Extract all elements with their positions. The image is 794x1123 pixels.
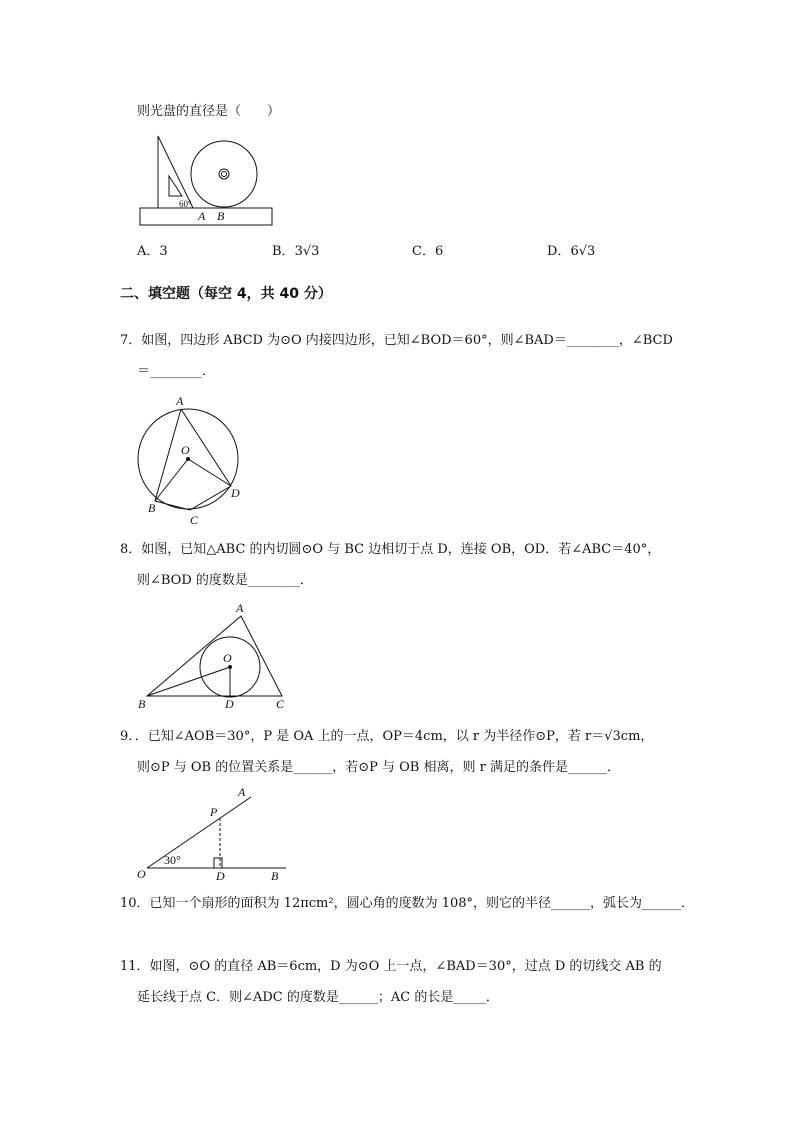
q7-text-line1: 7．如图，四边形 ABCD 为⊙O 内接四边形，已知∠BOD＝60°，则∠BAD＝________，∠BCD (120, 333, 673, 348)
q8-center-dot (228, 665, 232, 669)
q11-number: 11． (120, 959, 150, 974)
q6-set-square (158, 136, 193, 208)
q6-label-b: B (217, 209, 225, 223)
q9-figure (134, 786, 294, 881)
q7-radius-od (188, 459, 231, 486)
q6-figure (138, 136, 278, 223)
q9-label-a: A (238, 785, 246, 799)
q7-radius-ob (155, 459, 188, 501)
q7-label-a: A (176, 394, 184, 408)
q8-text-line1: 8．如图，已知△ABC 的内切圆⊙O 与 BC 边相切于点 D，连接 OB，OD．若∠ABC＝40°， (120, 542, 661, 557)
q10-number: 10． (120, 896, 150, 911)
q9-text-line1: 9．．已知∠AOB＝30°，P 是 OA 上的一点，OP＝4cm，以 r 为半径作⊙P，若 r＝√3cm， (120, 729, 654, 744)
q7-label-o: O (181, 443, 190, 457)
q6-option-b[interactable]: B．3√3 (272, 244, 320, 259)
q9-label-o: O (137, 867, 146, 881)
q8-label-b: B (138, 697, 146, 711)
q8-label-c: C (276, 697, 285, 711)
q6-disc-hole-outer (219, 169, 229, 179)
q7-figure (135, 393, 245, 527)
q7-label-b: B (148, 501, 156, 515)
q6-option-d[interactable]: D．6√3 (547, 244, 596, 259)
q7-quadrilateral (155, 409, 231, 510)
q6-label-a: A (198, 209, 206, 223)
q8-label-o: O (223, 651, 232, 665)
q7-center-dot (186, 457, 190, 461)
q6-disc (191, 141, 257, 207)
q6-option-a[interactable]: A．3 (137, 244, 168, 259)
q6-angle-label: 60° (179, 199, 192, 209)
q11-text-line1: 11．如图，⊙O 的直径 AB＝6cm，D 为⊙O 上一点，∠BAD＝30°，过点 D 的切线交 AB 的 (120, 959, 662, 974)
q8-label-d: D (225, 697, 234, 711)
q6-base-board (140, 208, 272, 225)
q8-segment-ob (147, 667, 230, 696)
q6-option-c[interactable]: C．6 (412, 244, 444, 259)
q7-label-c: C (190, 513, 199, 527)
q9-number: 9． (120, 729, 135, 744)
q7-number: 7． (120, 333, 142, 348)
q9-label-p: P (210, 805, 218, 819)
q6-question-tail: 则光盘的直径是（ ） (137, 104, 281, 119)
q9-right-angle-mark (214, 858, 222, 868)
q8-number: 8． (120, 542, 142, 557)
q6-set-square-hole (169, 176, 182, 196)
q7-label-d: D (231, 486, 240, 500)
q8-figure (135, 600, 295, 710)
q9-label-b: B (271, 869, 279, 883)
q6-disc-hole-inner (222, 172, 227, 177)
q8-text-line2: 则∠BOD 的度数是________． (137, 573, 313, 588)
q10-text: 10．已知一个扇形的面积为 12πcm²，圆心角的度数为 108°，则它的半径______，弧长为______． (120, 896, 695, 911)
q7-text-line2: ＝________． (137, 364, 216, 379)
q8-label-a: A (236, 601, 244, 615)
section-heading: 二、填空题（每空 4，共 40 分） (120, 286, 332, 302)
q9-text-line2: 则⊙P 与 OB 的位置关系是______，若⊙P 与 OB 相离，则 r 满足的条件是______． (137, 760, 620, 775)
q9-angle-label: 30° (164, 853, 181, 867)
q9-label-d: D (216, 869, 225, 883)
q8-triangle (147, 616, 282, 696)
q9-ray-oa (147, 797, 251, 868)
q11-text-line2: 延长线于点 C．则∠ADC 的度数是______；AC 的长是_____． (137, 990, 499, 1005)
